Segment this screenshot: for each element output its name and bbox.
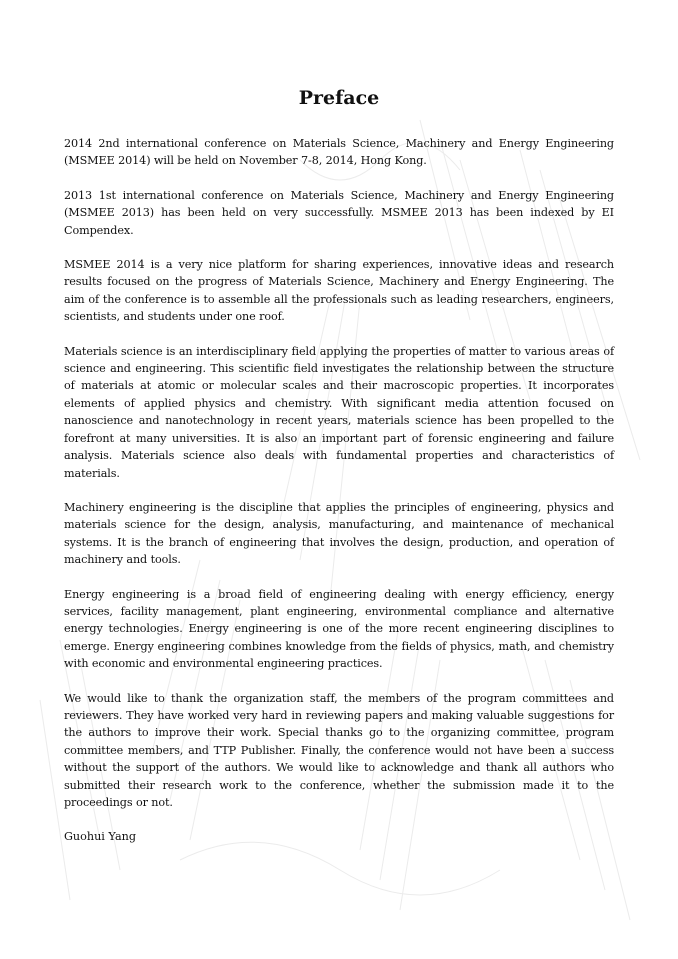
paragraph-conference-aim: MSMEE 2014 is a very nice platform for sharing experiences, innovative ideas and research results focused on the progress of Materials Science, Machinery and Energy Engineering. The aim of the conference is to assemble all the professionals such as leading researchers, engineers, scientists, and students under one roof.	[64, 258, 614, 324]
page-title: Preface	[298, 87, 380, 109]
signature: Guohui Yang	[64, 830, 136, 844]
paragraph-conference-announcement: 2014 2nd international conference on Materials Science, Machinery and Energy Engineering (MSMEE 2014) will be held on November 7-8, 2014, Hong Kong.	[64, 137, 614, 168]
paragraph-materials-science: Materials science is an interdisciplinary field applying the properties of matter to various areas of science and engineering. This scientific field investigates the relationship between the structure of materials at atomic or molecular scales and their macroscopic properties. It incorporates elements of applied physics and chemistry. With significant media attention focused on nanoscience and nanotechnology in recent years, materials science has been propelled to the forefront at many universities. It is also an important part of forensic engineering and failure analysis. Materials science also deals with fundamental properties and characteristics of materials.	[64, 344, 614, 480]
paragraph-previous-conference: 2013 1st international conference on Materials Science, Machinery and Energy Engineering (MSMEE 2013) has been held on very successfully. MSMEE 2013 has been indexed by EI Compendex.	[64, 188, 614, 237]
paragraph-machinery-engineering: Machinery engineering is the discipline that applies the principles of engineering, physics and materials science for the design, analysis, manufacturing, and maintenance of mechanical systems. It is the branch of engineering that involves the design, production, and operation of machinery and tools.	[64, 500, 614, 567]
paragraph-acknowledgements: We would like to thank the organization staff, the members of the program committees and reviewers. They have worked very hard in reviewing papers and making valuable suggestions for the authors to improve their work. Special thanks go to the organizing committee, program committee members, and TTP Publisher. Finally, the conference would not have been a success without the support of the authors. We would like to acknowledge and thank all authors who submitted their research work to the conference, whether the submission made it to the proceedings or not.	[64, 691, 614, 809]
paragraph-energy-engineering: Energy engineering is a broad field of engineering dealing with energy efficiency, energy services, facility management, plant engineering, environmental compliance and alternative energy technologies. Energy engineering is one of the more recent engineering disciplines to emerge. Energy engineering combines knowledge from the fields of physics, math, and chemistry with economic and environmental engineering practices.	[64, 587, 614, 671]
